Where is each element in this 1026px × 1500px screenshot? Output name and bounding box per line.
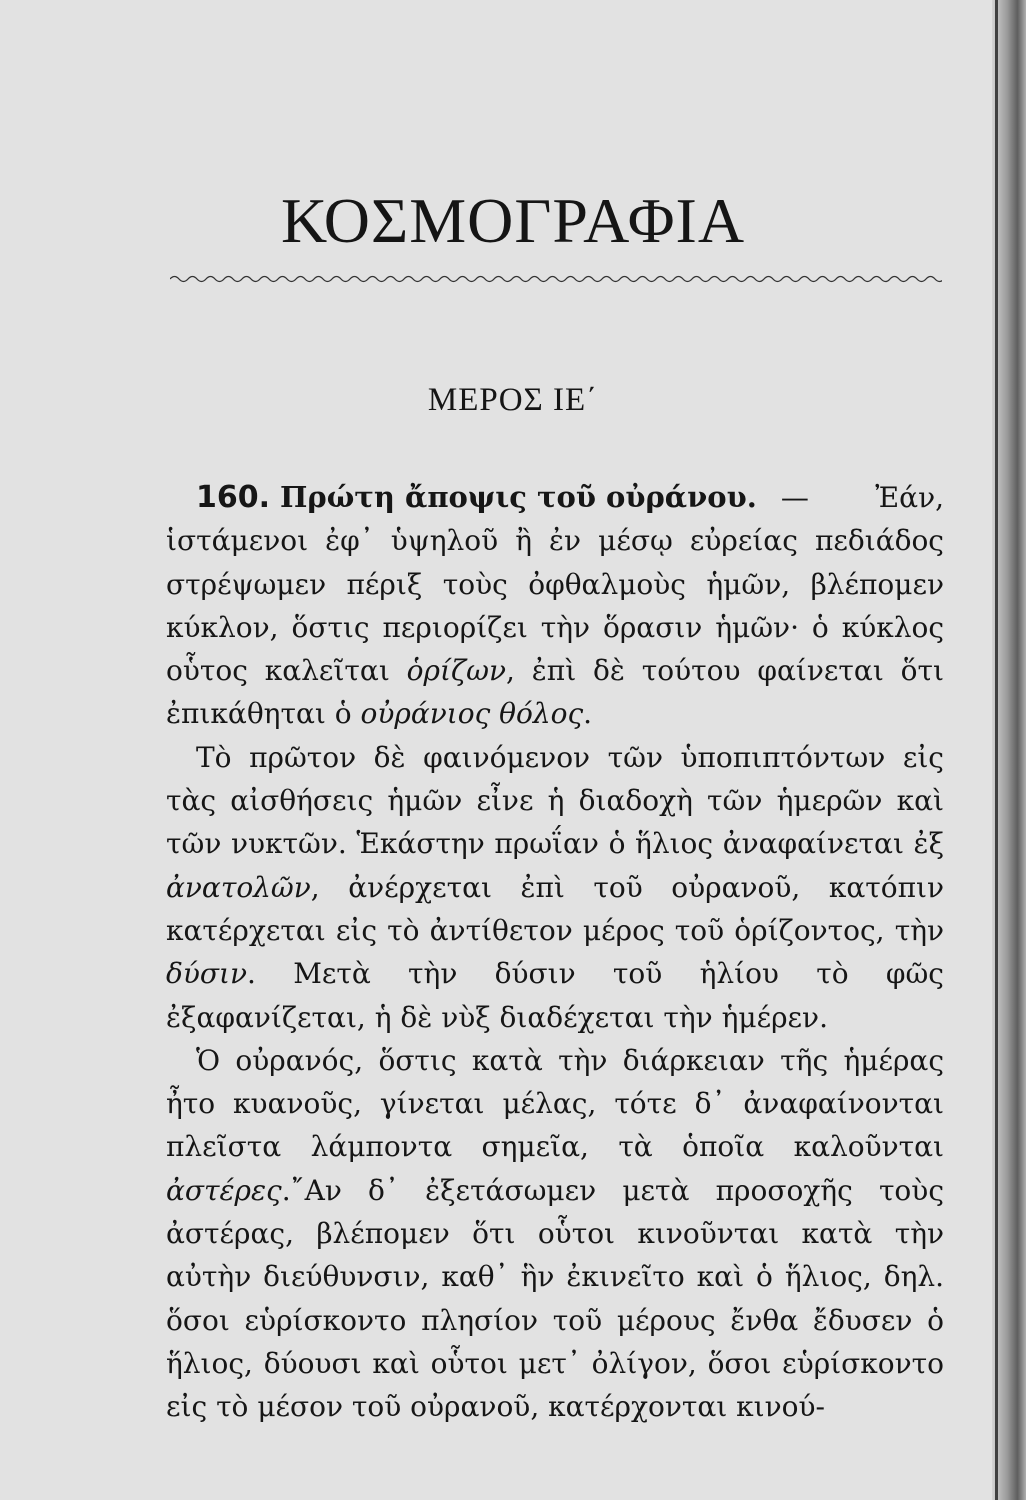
term-west: δύσιν bbox=[166, 957, 247, 991]
paragraph-2-text-c: . Μετὰ τὴν δύσιν τοῦ ἡλίου τὸ φῶς ἐξαφανίζεται, ἡ δὲ νὺξ διαδέχεται τὴν ἡμέρεν. bbox=[166, 957, 944, 1034]
term-east: ἀνατολῶν bbox=[166, 870, 311, 904]
paragraph-3 bbox=[166, 1039, 944, 1429]
wavy-divider bbox=[170, 272, 942, 286]
paragraph-3-text-b: .῎Αν δ᾿ ἐξετάσωμεν μετὰ προσοχῆς τοὺς ἀστέρας, βλέπομεν ὅτι οὗτοι κινοῦνται κατὰ τὴν αὐτὴν διεύθυνσιν, καθ᾿ ἣν ἐκινεῖτο καὶ ὁ ἥλιος, δηλ. ὅσοι εὑρίσκοντο πλησίον τοῦ μέρους ἔνθα ἔδυσεν ὁ ἥλιος, δύουσι καὶ οὗτοι μετ᾿ ὀλίγον, ὅσοι εὑρίσκοντο εἰς τὸ μέσον τοῦ οὐρανοῦ, κατέρχονται κινού- bbox=[166, 1173, 944, 1424]
paragraph-3-text-a: Ὁ οὐρανός, ὅστις κατὰ τὴν διάρκειαν τῆς ἡμέρας ἦτο κυανοῦς, γίνεται μέλας, τότε δ᾿ ἀναφαίνονται πλεῖστα λάμποντα σημεῖα, τὰ ὁποῖα καλοῦνται bbox=[166, 1043, 944, 1164]
page-title: ΚΟΣΜΟΓΡΑΦΙΑ bbox=[280, 185, 746, 256]
paragraph-2-text-b: , ἀνέρχεται ἐπὶ τοῦ οὐρανοῦ, κατόπιν κατέρχεται εἰς τὸ ἀντίθετον μέρος τοῦ ὁρίζοντος, τὴν bbox=[166, 870, 944, 947]
part-heading: ΜΕΡΟΣ ΙΕ΄ bbox=[427, 382, 599, 418]
section-heading-line bbox=[166, 476, 944, 519]
term-horizon: ὁρίζων bbox=[406, 654, 506, 688]
paragraph-1 bbox=[166, 519, 944, 735]
section-number: 160. bbox=[196, 480, 271, 515]
em-dash: — bbox=[780, 481, 809, 514]
section-title: Πρώτη ἄποψις τοῦ οὐράνου. bbox=[280, 480, 757, 514]
paragraph-1-text-a: ἱστάμενοι ἐφ᾿ ὑψηλοῦ ἢ ἐν μέσῳ εὐρείας πεδιάδος στρέψωμεν πέριξ τοὺς ὀφθαλμοὺς ἡμῶν, βλέπομεν κύκλον, ὅστις περιορίζει τὴν ὅρασιν ἡμῶν· ὁ κύκλος οὗτος καλεῖται bbox=[166, 524, 944, 688]
term-stars: ἀστέρες bbox=[166, 1173, 282, 1207]
body-text bbox=[166, 476, 944, 1429]
paragraph-2 bbox=[166, 736, 944, 1039]
opening-word: Ἐάν, bbox=[875, 481, 944, 514]
paragraph-2-text-a: Τὸ πρῶτον δὲ φαινόμενον τῶν ὑποπιπτόντων εἰς τὰς αἰσθήσεις ἡμῶν εἶνε ἡ διαδοχὴ τῶν ἡμερῶν καὶ τῶν νυκτῶν. Ἑκάστην πρωΐαν ὁ ἥλιος ἀναφαίνεται ἐξ bbox=[166, 740, 944, 861]
paragraph-1-text-c: . bbox=[583, 697, 593, 731]
paragraph-1-text-b: , ἐπὶ δὲ τούτου φαίνεται ὅτι ἐπικάθηται ὁ bbox=[166, 654, 944, 731]
term-celestial-dome: οὐράνιος θόλος bbox=[360, 697, 584, 731]
